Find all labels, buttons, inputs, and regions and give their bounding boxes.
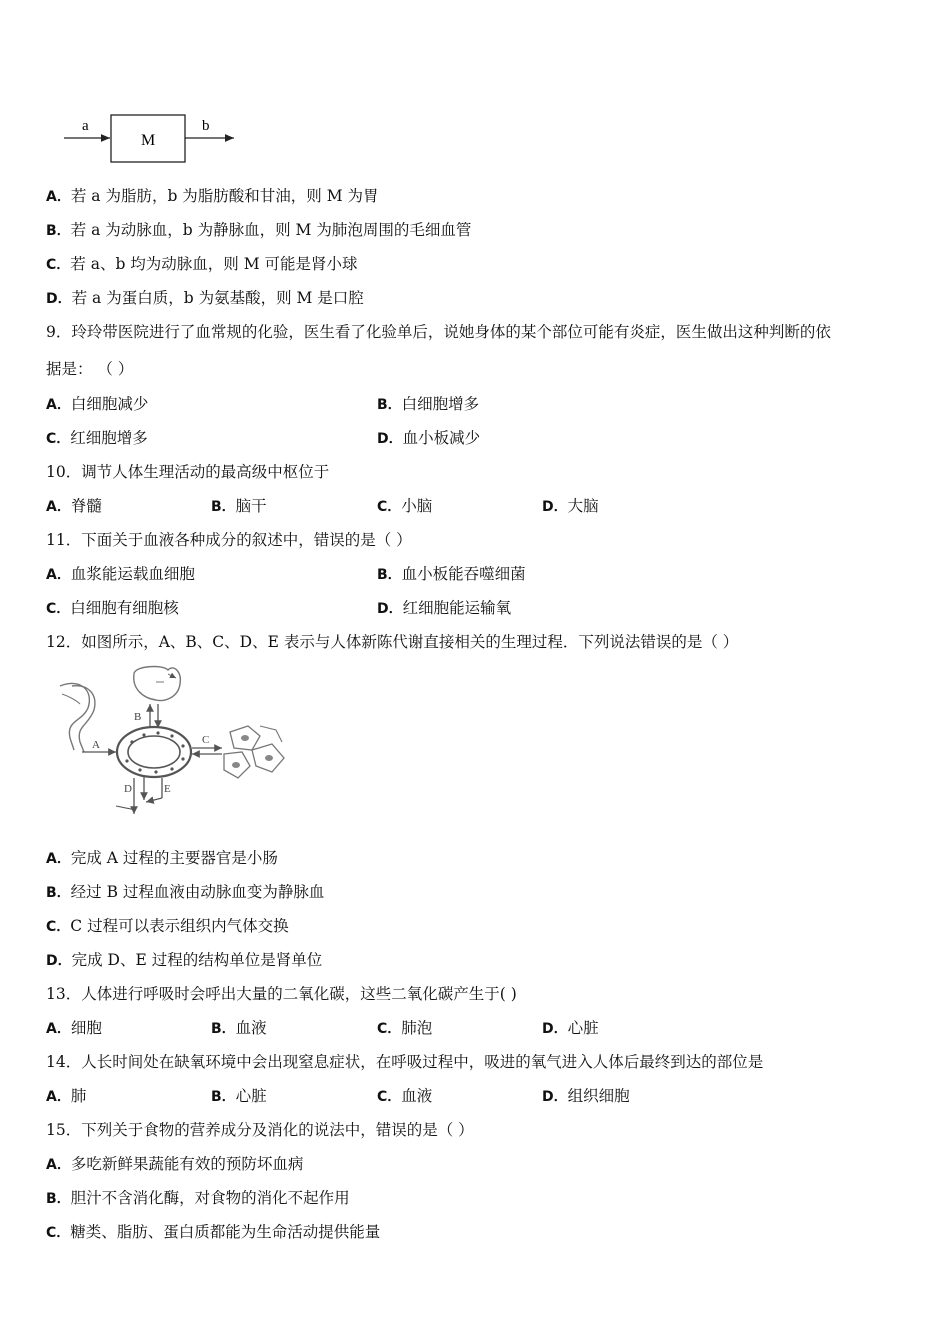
tissue-cells-icon xyxy=(224,726,284,778)
q9-option-a: A．白细胞减少 xyxy=(46,395,149,413)
q14-option-a: A．肺 xyxy=(46,1087,87,1105)
q12-stem: 12．如图所示，A、B、C、D、E 表示与人体新陈代谢直接相关的生理过程．下列说法错误的是（ ） xyxy=(46,633,739,651)
q15-stem: 15．下列关于食物的营养成分及消化的说法中，错误的是（ ） xyxy=(46,1121,474,1139)
q14-option-b: B．心脏 xyxy=(211,1087,267,1105)
q11-option-b: B．血小板能吞噬细菌 xyxy=(377,565,526,583)
q13-option-c: C．肺泡 xyxy=(377,1019,433,1037)
q10-option-b: B．脑干 xyxy=(211,497,267,515)
q11-stem: 11．下面关于血液各种成分的叙述中，错误的是（ ） xyxy=(46,531,412,549)
q9-option-d: D．血小板减少 xyxy=(377,429,481,447)
q15-option-c: C．糖类、脂肪、蛋白质都能为生命活动提供能量 xyxy=(46,1223,381,1241)
label-e: E xyxy=(164,783,171,795)
q14-stem: 14．人长时间处在缺氧环境中会出现窒息症状，在呼吸过程中，吸进的氧气进入人体后最终到达的部位是 xyxy=(46,1053,764,1071)
digestive-tract-icon xyxy=(60,683,95,752)
q14-option-c: C．血液 xyxy=(377,1087,433,1105)
q9-option-c: C．红细胞增多 xyxy=(46,429,148,447)
q15-option-a: A．多吃新鲜果蔬能有效的预防坏血病 xyxy=(46,1155,304,1173)
q10-option-a: A．脊髓 xyxy=(46,497,102,515)
q12-option-c: C．C 过程可以表示组织内气体交换 xyxy=(46,917,289,935)
q11-option-d: D．红细胞能运输氧 xyxy=(377,599,512,617)
q12-option-a: A．完成 A 过程的主要器官是小肠 xyxy=(46,849,278,867)
q9-option-b: B．白细胞增多 xyxy=(377,395,480,413)
q8-option-a: A．若 a 为脂肪，b 为脂肪酸和甘油，则 M 为胃 xyxy=(46,187,379,205)
label-c: C xyxy=(202,734,210,746)
input-label: a xyxy=(82,118,89,134)
q13-option-b: B．血液 xyxy=(211,1019,267,1037)
q13-option-d: D．心脏 xyxy=(542,1019,599,1037)
lung-icon xyxy=(134,667,181,701)
input-output-diagram xyxy=(60,108,250,170)
q9-stem-line2: 据是： （ ） xyxy=(46,360,134,378)
q11-option-c: C．白细胞有细胞核 xyxy=(46,599,179,617)
q12-option-b: B．经过 B 过程血液由动脉血变为静脉血 xyxy=(46,883,325,901)
label-a: A xyxy=(92,739,100,751)
circulation-ring xyxy=(117,727,191,777)
q10-option-d: D．大脑 xyxy=(542,497,599,515)
q8-option-b: B．若 a 为动脉血，b 为静脉血，则 M 为肺泡周围的毛细血管 xyxy=(46,221,472,239)
q10-option-c: C．小脑 xyxy=(377,497,433,515)
label-b: B xyxy=(134,711,142,723)
q14-option-d: D．组织细胞 xyxy=(542,1087,630,1105)
output-label: b xyxy=(202,118,210,134)
metabolism-diagram xyxy=(52,664,297,832)
q10-stem: 10．调节人体生理活动的最高级中枢位于 xyxy=(46,463,330,481)
q15-option-b: B．胆汁不含消化酶，对食物的消化不起作用 xyxy=(46,1189,350,1207)
q13-stem: 13．人体进行呼吸时会呼出大量的二氧化碳，这些二氧化碳产生于( ) xyxy=(46,985,517,1003)
label-d: D xyxy=(124,783,132,795)
q12-option-d: D．完成 D、E 过程的结构单位是肾单位 xyxy=(46,951,323,969)
q13-option-a: A．细胞 xyxy=(46,1019,102,1037)
q8-option-d: D．若 a 为蛋白质，b 为氨基酸，则 M 是口腔 xyxy=(46,289,364,307)
process-box-label: M xyxy=(141,132,156,149)
q9-stem-line1: 9．玲玲带医院进行了血常规的化验，医生看了化验单后，说她身体的某个部位可能有炎症，医生做出这种判断的依 xyxy=(46,323,831,341)
q8-option-c: C．若 a、b 均为动脉血，则 M 可能是肾小球 xyxy=(46,255,358,273)
q11-option-a: A．血浆能运载血细胞 xyxy=(46,565,195,583)
